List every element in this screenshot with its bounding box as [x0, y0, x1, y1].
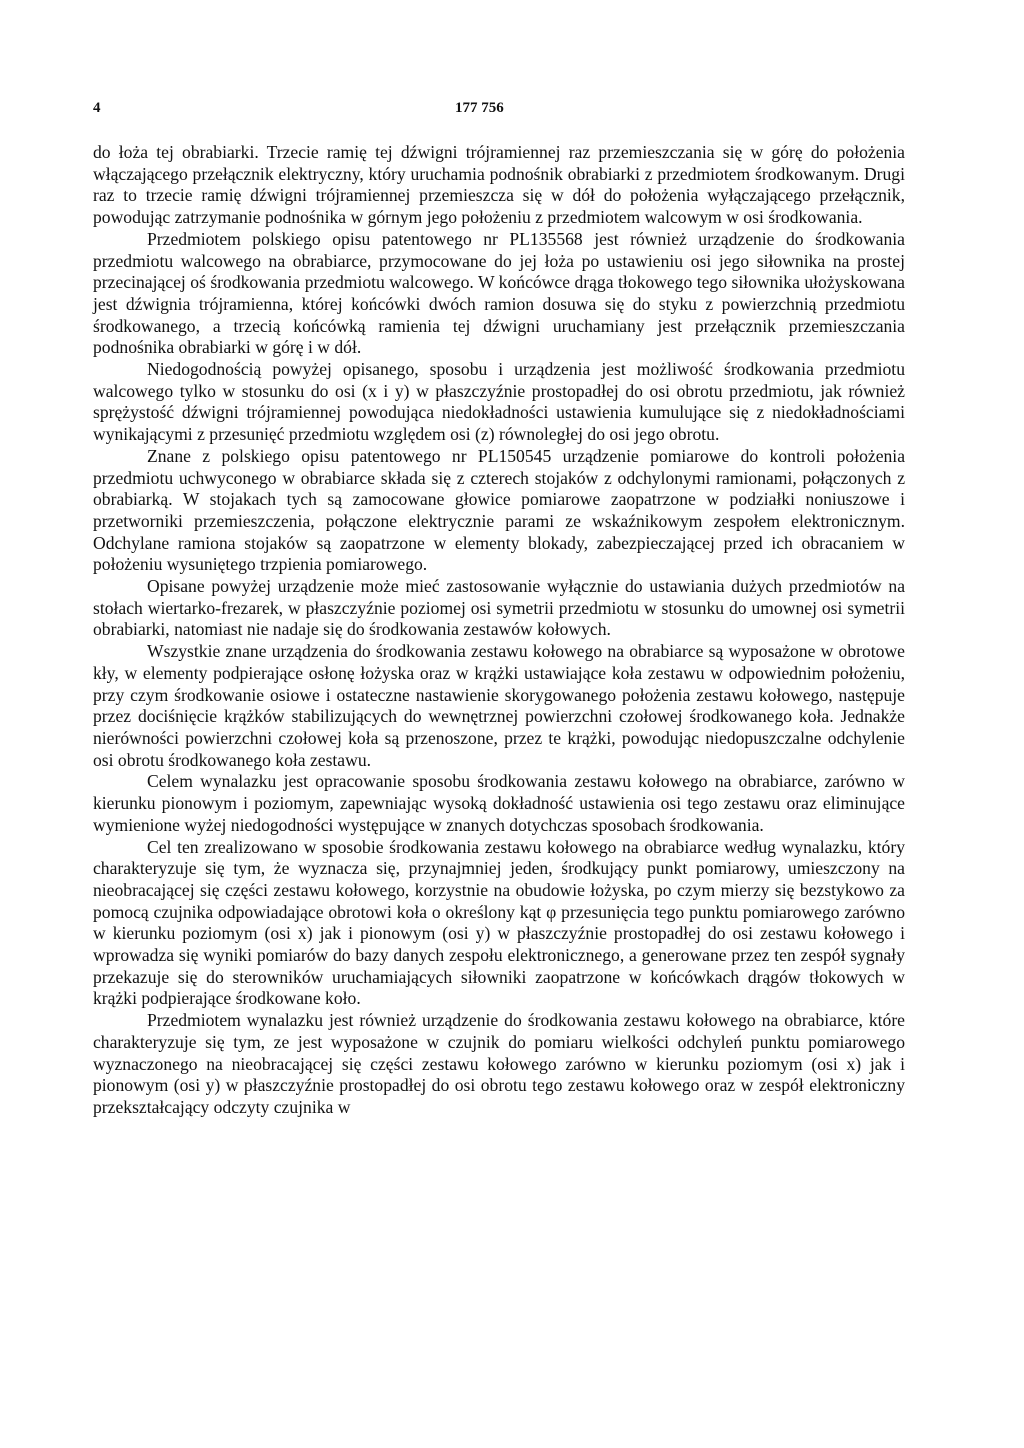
paragraph-device-description: Przedmiotem wynalazku jest również urządzenie do środkowania zestawu kołowego na obrabiarce, które charakteryzuje się tym, ze jest wyposażone w czujnik do pomiaru wielkości odchyleń punktu pomiarowego wyznaczonego na nieobracającej się części zestawu kołowego zarówno w kierunku poziomym (osi x) jak i pionowym (osi y) w płaszczyźnie prostopadłej do osi obrotu tego zestawu kołowego oraz w zespół elektroniczny przekształcający odczyty czujnika w — [93, 1010, 905, 1117]
paragraph-prior-art-pl135568: Przedmiotem polskiego opisu patentowego nr PL135568 jest również urządzenie do środkowania przedmiotu walcowego na obrabiarce, przymocowane do jej łoża po ustawieniu osi jego siłownika na prostej przecinającej oś środkowania przedmiotu walcowego. W końcówce drąga tłokowego tego siłownika ułożyskowana jest dźwignia trójramienna, której końcówki dwóch ramion dosuwa się do styku z powierzchnią przedmiotu środkowanego, a trzecią końcówką ramienia tej dźwigni uruchamiany jest przełącznik przemieszczania podnośnika obrabiarki w górę i w dół. — [93, 228, 905, 358]
paragraph-known-devices: Wszystkie znane urządzenia do środkowania zestawu kołowego na obrabiarce są wyposażone w obrotowe kły, w elementy podpierające osłonę łożyska oraz w krążki ustawiające koła zestawu w odpowiednim położeniu, przy czym środkowanie osiowe i ostateczne nastawienie skorygowanego położenia zestawu kołowego, następuje przez dociśnięcie krążków stabilizujących do wewnętrznej powierzchni czołowej środkowanego koła. Jednakże nierówności powierzchni czołowej koła są przenoszone, przez te krążki, powodując niedopuszczalne odchylenie osi obrotu środkowanego koła zestawu. — [93, 641, 905, 770]
paragraph-drawback-1: Niedogodnością powyżej opisanego, sposobu i urządzenia jest możliwość środkowania przedmiotu walcowego tylko w stosunku do osi (x i y) w płaszczyźnie prostopadłej do osi obrotu przedmiotu, jak również sprężystość dźwigni trójramiennej powodująca niedokładności ustawienia kumulujące się z niedokładnościami wynikającymi z przesunięć przedmiotu względem osi (z) równoległej do osi jego obrotu. — [93, 359, 905, 445]
page-header — [93, 100, 933, 120]
paragraph-method-description: Cel ten zrealizowano w sposobie środkowania zestawu kołowego na obrabiarce według wynalazku, który charakteryzuje się tym, że wyznacza się, przynajmniej jeden, środkujący punkt pomiarowy, umieszczony na nieobracającej się części zestawu kołowego, korzystnie na obudowie łożyska, po czym mierzy się bezstykowo za pomocą czujnika odpowiadające obrotowi koła o określony kąt φ przesunięcia tego punktu pomiarowego zarówno w kierunku poziomym (osi x) jak i pionowym (osi y) w płaszczyźnie prostopadłej do osi zestawu kołowego i wprowadza się wyniki pomiarów do bazy danych zespołu elektronicznego, a generowane przez ten zespół sygnały przekazuje się do sterowników uruchamiających siłowniki zaopatrzone w końcówkach drągów tłokowych w krążki podpierające środkowane koło. — [93, 836, 905, 1009]
paragraph-continuation: do łoża tej obrabiarki. Trzecie ramię tej dźwigni trójramiennej raz przemieszczania się w górę do położenia włączającego przełącznik elektryczny, który uruchamia podnośnik obrabiarki z przedmiotem środkowanym. Drugi raz to trzecie ramię dźwigni trójramiennej przemieszcza się w dół do położenia wyłączającego przełącznik, powodując zatrzymanie podnośnika w górnym jego położeniu z przedmiotem walcowym w osi środkowania. — [93, 142, 905, 228]
paragraph-prior-art-pl150545: Znane z polskiego opisu patentowego nr PL150545 urządzenie pomiarowe do kontroli położenia przedmiotu uchwyconego w obrabiarce składa się z czterech stojaków z odchylonymi ramionami, połączonych z obrabiarką. W stojakach tych są zamocowane głowice pomiarowe zaopatrzone w podziałki noniuszowe i przetworniki przemieszczenia, połączone elektrycznie parami ze wskaźnikowym zespołem elektronicznym. Odchylane ramiona stojaków są zaopatrzone w elementy blokady, zabezpieczającej przed ich obracaniem w położeniu wysuniętego trzpienia pomiarowego. — [93, 445, 905, 575]
document-body — [93, 142, 905, 1119]
page-number: 4 — [93, 100, 101, 116]
patent-number: 177 756 — [455, 100, 504, 116]
paragraph-invention-goal: Celem wynalazku jest opracowanie sposobu środkowania zestawu kołowego na obrabiarce, zarówno w kierunku pionowym i poziomym, zapewniając wysoką dokładność ustawienia osi tego zestawu oraz eliminujące wymienione wyżej niedogodności występujące w znanych dotychczas sposobach środkowania. — [93, 771, 905, 835]
paragraph-drawback-2: Opisane powyżej urządzenie może mieć zastosowanie wyłącznie do ustawiania dużych przedmiotów na stołach wiertarko-frezarek, w płaszczyźnie poziomej osi symetrii przedmiotu w stosunku do umownej osi symetrii obrabiarki, natomiast nie nadaje się do środkowania zestawów kołowych. — [93, 576, 905, 640]
